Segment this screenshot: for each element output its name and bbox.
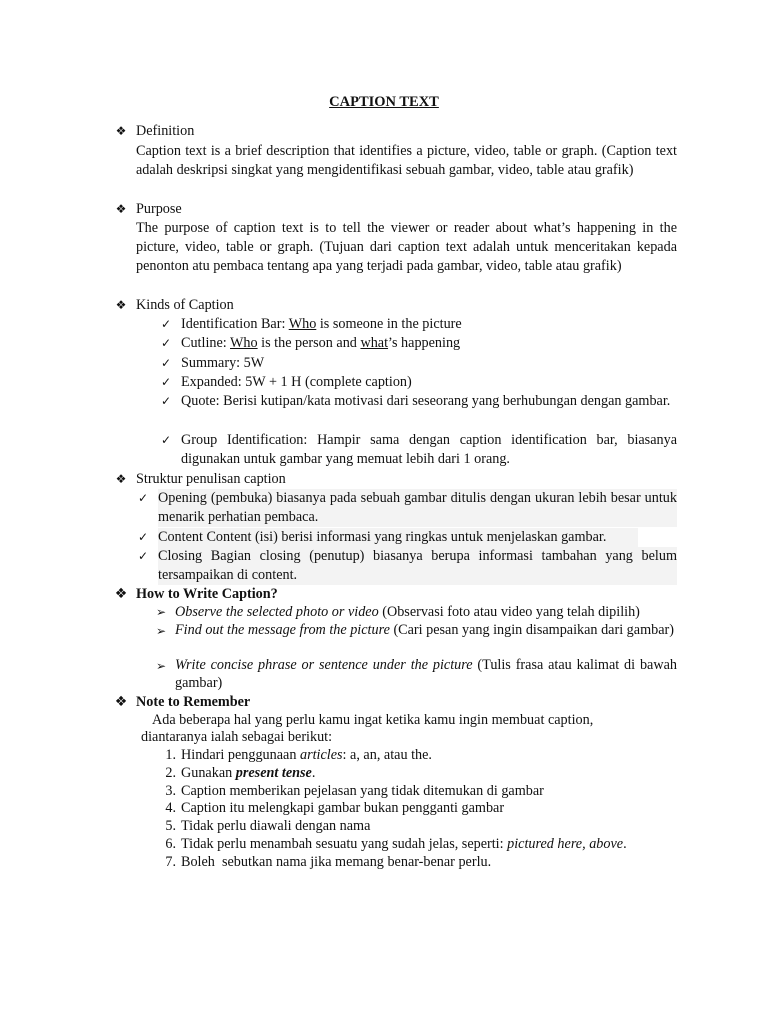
note-item (181, 835, 681, 854)
note-item-text: : a, an, atau the. (342, 747, 432, 763)
kinds-item-text: Identification Bar: (181, 316, 289, 332)
list-number: 4. (165, 800, 176, 816)
note-item (181, 746, 681, 765)
note-intro-line2: diantaranya ialah sebagai berikut: (141, 729, 333, 745)
purpose-heading: Purpose (136, 201, 182, 217)
howto-item-italic: Observe the selected photo or video (175, 604, 379, 620)
check-icon: ✓ (137, 549, 149, 563)
kinds-heading: Kinds of Caption (136, 297, 234, 313)
definition-heading: Definition (136, 123, 195, 139)
kinds-item: Quote: Berisi kutipan/kata motivasi dari seseorang yang berhubungan dengan gambar. (181, 393, 671, 409)
kinds-item-text: is the person and (257, 335, 361, 351)
check-icon: ✓ (160, 433, 172, 447)
definition-text: Caption text is a brief description that identifies a picture, video, table or graph. (Caption text adalah deskripsi singkat yang mengidentifikasi sebuah gambar, video, table atau grafik) (136, 143, 677, 178)
kinds-item (181, 315, 462, 334)
note-item-text: . (623, 836, 627, 852)
note-item: Caption itu melengkapi gambar bukan pengganti gambar (181, 800, 505, 816)
howto-item-text: (Tulis frasa atau kalimat di bawah gambar) (175, 657, 677, 691)
list-number: 1. (165, 747, 176, 763)
struktur-heading: Struktur penulisan caption (136, 471, 286, 487)
kinds-item: Summary: 5W (181, 355, 265, 371)
note-intro-line1: Ada beberapa hal yang perlu kamu ingat ketika kamu ingin membuat caption, (152, 712, 594, 728)
note-item: Tidak perlu diawali dengan nama (181, 818, 371, 834)
diamond-bullet-icon: ❖ (114, 586, 128, 602)
note-item: Caption memberikan pejelasan yang tidak ditemukan di gambar (181, 783, 544, 799)
note-item (181, 764, 681, 783)
note-item-italic: pictured here, above (507, 836, 624, 852)
diamond-bullet-icon: ❖ (115, 124, 127, 138)
purpose-text: The purpose of caption text is to tell the viewer or reader about what’s happening in the picture, video, table or graph. (Tujuan dari caption text adalah untuk menceritakan kepada penonton atu pembaca tentang apa yang terjadi pada gambar, video, table atau grafik) (136, 220, 677, 274)
check-icon: ✓ (160, 394, 172, 408)
kinds-item: Group Identification: Hampir sama dengan caption identification bar, biasanya digunakan untuk gambar yang memuat lebih dari 1 orang. (181, 432, 677, 467)
howto-item (175, 657, 677, 692)
diamond-bullet-icon: ❖ (115, 202, 127, 216)
kinds-item-text: is someone in the picture (316, 316, 462, 332)
arrow-bullet-icon: ➢ (155, 624, 167, 638)
diamond-bullet-icon: ❖ (115, 472, 127, 486)
note-item-text: Hindari penggunaan (181, 747, 300, 763)
note-item: Boleh sebutkan nama jika memang benar-benar perlu. (181, 854, 492, 870)
list-number: 7. (165, 854, 176, 870)
kinds-item (181, 334, 460, 353)
struktur-item: Content Content (isi) berisi informasi yang ringkas untuk menjelaskan gambar. (158, 528, 638, 547)
howto-item-text: (Observasi foto atau video yang telah dipilih) (378, 604, 640, 620)
kinds-item-text: ’s happening (388, 335, 461, 351)
note-item-text: Gunakan (181, 765, 236, 781)
check-icon: ✓ (137, 530, 149, 544)
list-number: 5. (165, 818, 176, 834)
list-number: 2. (165, 765, 176, 781)
struktur-item: Opening (pembuka) biasanya pada sebuah gambar ditulis dengan ukuran lebih besar untuk menarik perhatian pembaca. (158, 490, 677, 525)
howto-item-italic: Write concise phrase or sentence under the picture (175, 657, 473, 673)
check-icon: ✓ (160, 317, 172, 331)
check-icon: ✓ (160, 336, 172, 350)
page-title: CAPTION TEXT (329, 94, 439, 110)
howto-item-italic: Find out the message from the picture (175, 622, 390, 638)
diamond-bullet-icon: ❖ (115, 298, 127, 312)
howto-item (175, 603, 640, 622)
howto-heading: How to Write Caption? (136, 586, 278, 602)
arrow-bullet-icon: ➢ (155, 659, 167, 673)
howto-item-text: (Cari pesan yang ingin disampaikan dari gambar) (389, 622, 674, 638)
struktur-item: Closing Bagian closing (penutup) biasanya berupa informasi tambahan yang belum tersampaikan di content. (158, 548, 677, 583)
kinds-item-text: Cutline: (181, 335, 231, 351)
note-heading: Note to Remember (136, 694, 251, 710)
arrow-bullet-icon: ➢ (155, 605, 167, 619)
kinds-item-underline: what (360, 335, 389, 351)
diamond-bullet-icon: ❖ (114, 694, 128, 710)
note-item-bold-italic: present tense (235, 765, 312, 781)
check-icon: ✓ (137, 491, 149, 505)
kinds-item-underline: Who (230, 335, 258, 351)
kinds-item: Expanded: 5W + 1 H (complete caption) (181, 374, 412, 390)
howto-item (175, 622, 677, 640)
note-item-text: . (311, 765, 316, 781)
note-item-text: Tidak perlu menambah sesuatu yang sudah jelas, seperti: (181, 836, 508, 852)
kinds-item-underline: Who (288, 316, 317, 332)
check-icon: ✓ (160, 375, 172, 389)
list-number: 3. (165, 783, 176, 799)
check-icon: ✓ (160, 356, 172, 370)
note-item-italic: articles (299, 747, 343, 763)
list-number: 6. (165, 836, 176, 852)
